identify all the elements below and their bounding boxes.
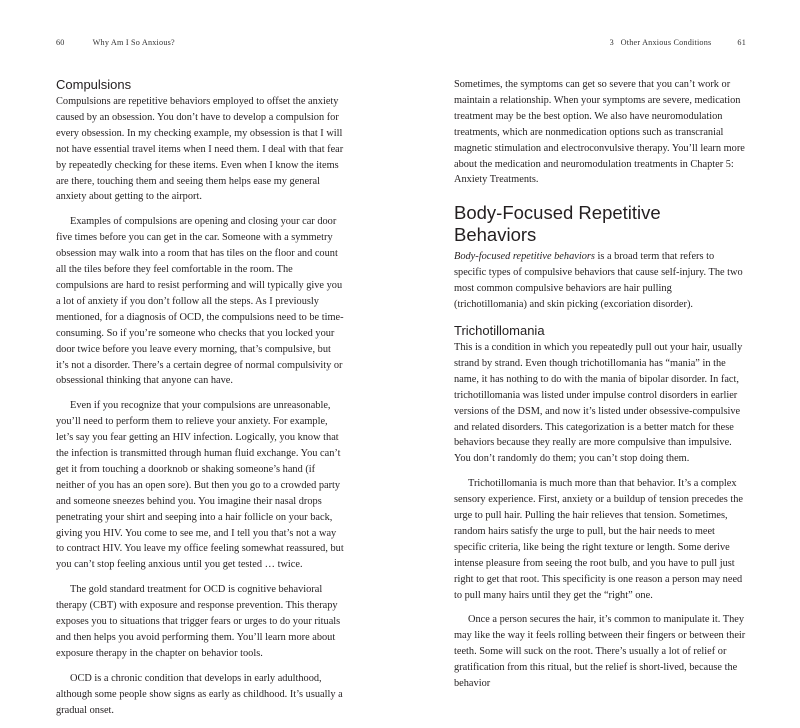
section-heading: Body-Focused Repetitive Behaviors bbox=[454, 202, 661, 246]
left-running-title: Why Am I So Anxious? bbox=[92, 38, 175, 47]
section-intro bbox=[454, 249, 746, 313]
paragraph: The gold standard treatment for OCD is cognitive behavioral therapy (CBT) with exposure and response prevention. This therapy exposes you to situations that trigger fears or urges to do your rituals and then helps you avoid performing them. You’ll learn more about exposure therapy in the chapter on behavior tools. bbox=[56, 584, 341, 659]
trichotillomania-heading: Trichotillomania bbox=[454, 322, 545, 338]
paragraph: Examples of compulsions are opening and closing your car door five times before you can get in the car. Someone with a symmetry obsession may walk into a room that has tiles on the floor and count all the tiles before they feel comfortable in the room. The compulsions are hard to resist performing and will typically give you a lot of anxiety if you don’t follow all the steps. As I previously mentioned, for a diagnosis of OCD, the compulsions need to be time-consuming. So if you’re someone who checks that you locked your door twice before you leave every morning, that’s compulsive, but it’s not a disorder. There’s a certain degree of normal compulsivity or obsessional thinking that anyone can have. bbox=[56, 216, 344, 387]
paragraph: Compulsions are repetitive behaviors employed to offset the anxiety caused by an obsession. You don’t have to develop a compulsion for every obsession. In my checking example, my obsession is that I will not have essential travel items when I need them. I deal with that fear by repeatedly checking for these items. Even when I know the items are there, touching them and seeing them helps ease my general anxiety about getting to the airport. bbox=[56, 96, 344, 203]
paragraph: Trichotillomania is much more than that behavior. It’s a complex sensory experience. First, anxiety or a buildup of tension precedes the urge to pull hair. Pulling the hair relieves that tension. Sometimes, random hairs satisfy the urge to pull, but the hair needs to meet specific criteria, like being the right texture or length. Some derive intense pleasure from seeing the root bulb, and you have to pull just right to get that root. This specificity is one reason a person may need to pull many hairs until they get the “right” one. bbox=[454, 478, 743, 601]
left-text-column bbox=[56, 76, 346, 728]
left-running-head bbox=[56, 38, 175, 47]
right-page bbox=[400, 0, 800, 690]
paragraph: Even if you recognize that your compulsions are unreasonable, you’ll need to perform them to relieve your anxiety. For example, let’s say you fear getting an HIV infection. Logically, you know that the infection is transmitted through human fluid exchange. You can’t get it from touching a doorknob or shaking someone’s hand (if neither of you has an open sore). But then you go to a crowded party and someone sneezes behind you. You imagine their nasal drops penetrating your shirt and seeping into a hair follicle on your back, giving you HIV. You come to see me, and I tell you that’s not a way to contract HIV. You leave my office feeling somewhat reassured, but you can’t stop feeling anxious until you get tested … twice. bbox=[56, 400, 344, 571]
paragraph: This is a condition in which you repeatedly pull out your hair, usually strand by strand. Even though trichotillomania has “mania” in the name, it has nothing to do with the mania of bipolar disorder. In fact, trichotillomania was listed under impulse control disorders in earlier versions of the DSM, and now it’s listed under obsessive-compulsive and related disorders. This categorization is a better match for these behaviors because they really are more compulsive than impulsive. You don’t randomly do them; you can’t stop doing them. bbox=[454, 341, 743, 465]
intro-term: Body-focused repetitive behaviors bbox=[454, 251, 595, 263]
paragraph: Once a person secures the hair, it’s common to manipulate it. They may like the way it feels rolling between their fingers or between their teeth. Some will suck on the root. There’s usually a lot of relief or gratification from this ritual, but the relief is short-lived, because the behavior bbox=[454, 614, 746, 690]
right-running-title: 3 Other Anxious Conditions bbox=[609, 38, 712, 47]
compulsions-heading: Compulsions bbox=[56, 77, 132, 92]
right-page-number: 61 bbox=[737, 38, 746, 47]
left-page-number: 60 bbox=[56, 38, 65, 47]
left-page bbox=[0, 0, 400, 716]
right-text-column bbox=[454, 77, 746, 701]
paragraph: OCD is a chronic condition that develops in early adulthood, although some people show signs as early as childhood. It’s usually a gradual onset. bbox=[56, 672, 343, 716]
right-running-head bbox=[610, 38, 746, 47]
continuation-paragraph: Sometimes, the symptoms can get so severe that you can’t work or maintain a relationship. When your symptoms are severe, medication treatment may be the best option. We also have neuromodulation treatments, which are nonmedication options such as transcranial magnetic stimulation and electroconvulsive therapy. You’ll learn more about the medication and neuromodulation treatments in Chapter 5: Anxiety Treatments. bbox=[454, 79, 745, 186]
intro-text: is a broad term that refers to specific types of compulsive behaviors that cause self-injury. The two most common compulsive behaviors are hair pulling (trichotillomania) and skin picking (excoriation disorder). bbox=[454, 251, 743, 311]
